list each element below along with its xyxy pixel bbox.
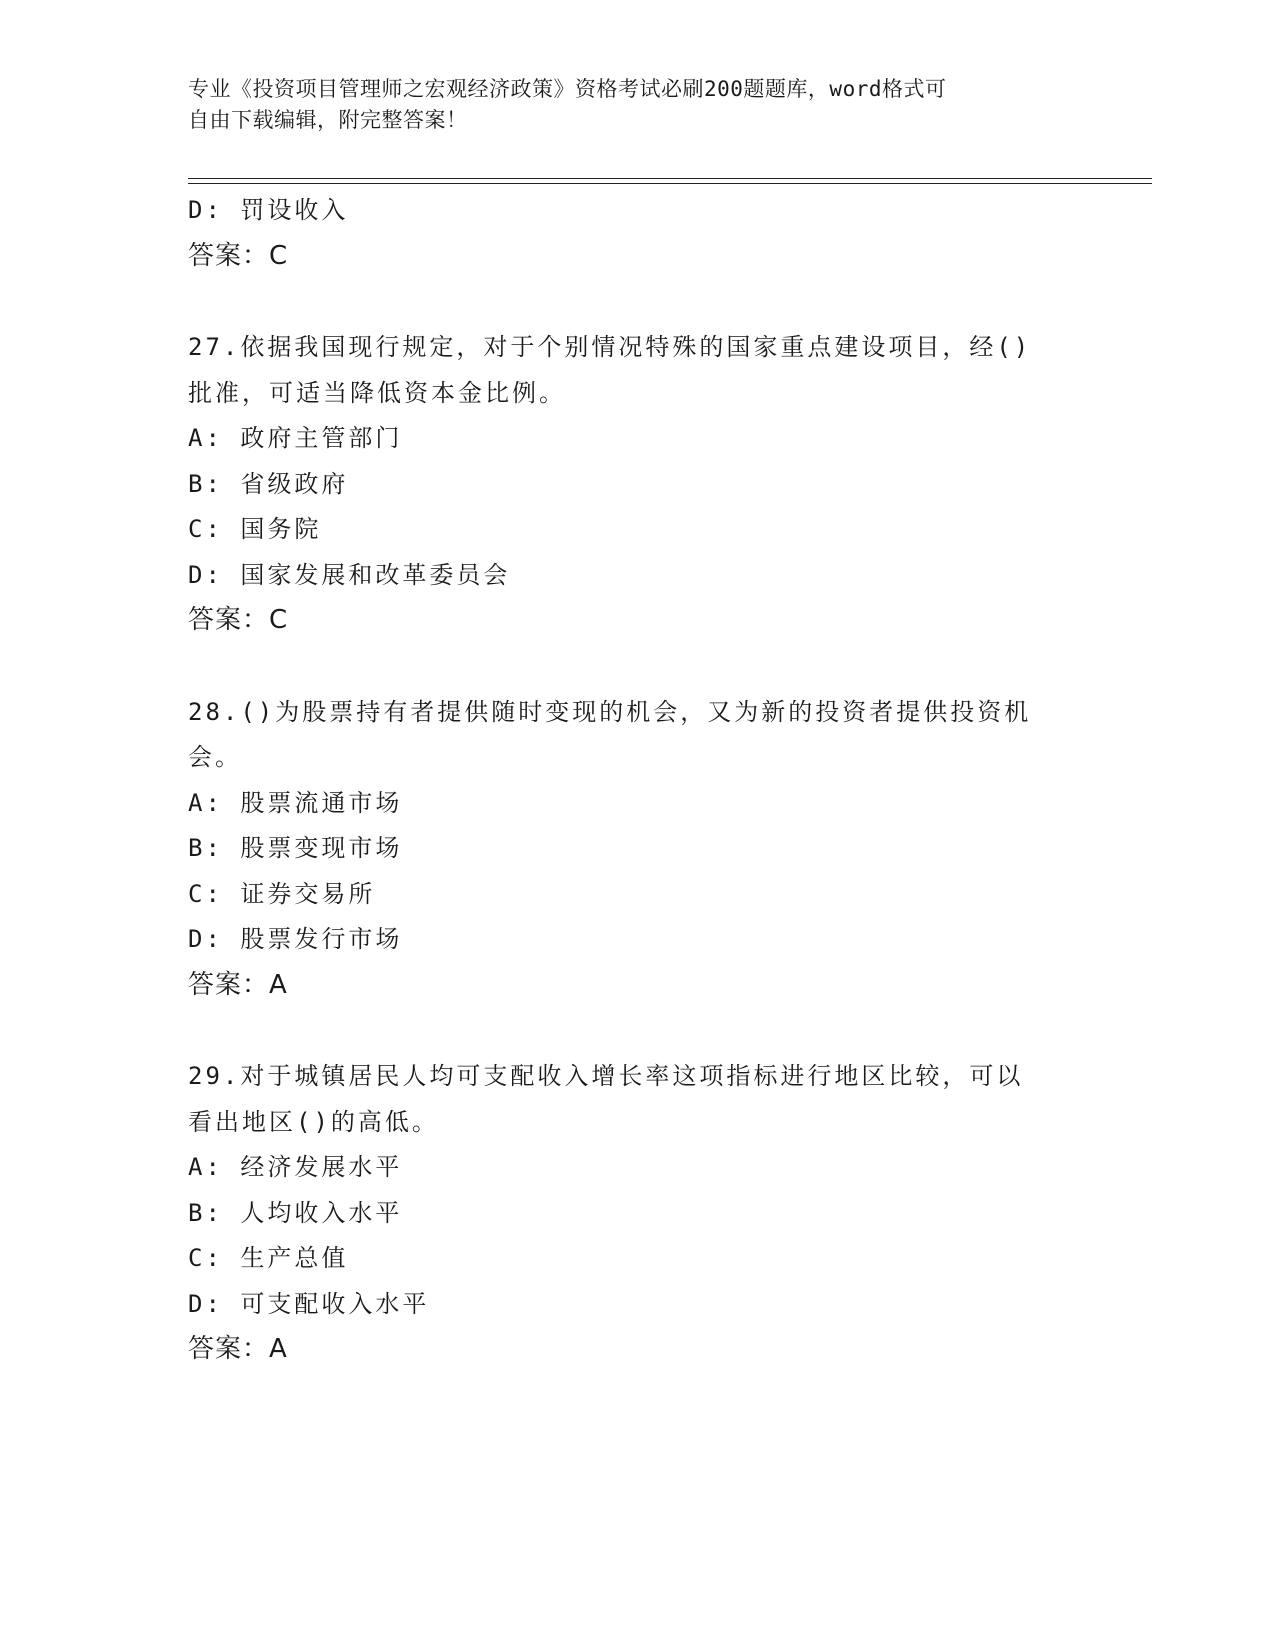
question-text-cont: 看出地区()的高低。: [188, 1107, 439, 1136]
answer: 答案：A: [188, 969, 288, 1000]
question-list: [188, 188, 1088, 1373]
option-d: D: 可支配收入水平: [188, 1289, 430, 1318]
question-text: 27.依据我国现行规定，对于个别情况特殊的国家重点建设项目，经(): [188, 333, 1032, 361]
spacer: [188, 1008, 1088, 1054]
header-divider-top: [188, 178, 1152, 179]
option-d: D: 国家发展和改革委员会: [188, 560, 511, 589]
question-text: 29.对于城镇居民人均可支配收入增长率这项指标进行地区比较，可以: [188, 1062, 1024, 1090]
spacer: [188, 644, 1088, 690]
answer: 答案：C: [188, 605, 289, 635]
question-text-cont: 批准，可适当降低资本金比例。: [188, 378, 566, 407]
document-header: [188, 74, 1068, 136]
option-a: A: 经济发展水平: [188, 1153, 403, 1181]
question-27: [188, 325, 1088, 644]
option-d: D: 股票发行市场: [188, 925, 403, 953]
header-divider-bottom: [188, 183, 1152, 184]
question-text-cont: 会。: [188, 743, 242, 771]
question-28: [188, 690, 1088, 1009]
option-b: B: 股票变现市场: [188, 834, 403, 862]
option-b: B: 人均收入水平: [188, 1198, 403, 1227]
option-b: B: 省级政府: [188, 469, 349, 498]
option-c: C: 证券交易所: [188, 879, 376, 908]
header-line-1: 专业《投资项目管理师之宏观经济政策》资格考试必刷200题题库，word格式可: [188, 77, 947, 101]
question-29: [188, 1054, 1088, 1373]
answer: 答案：C: [188, 240, 289, 271]
header-line-2: 自由下载编辑，附完整答案！: [188, 108, 468, 132]
option-c: C: 生产总值: [188, 1244, 349, 1272]
option-c: C: 国务院: [188, 515, 322, 543]
option-d: D: 罚设收入: [188, 196, 349, 224]
answer: 答案：A: [188, 1334, 288, 1364]
option-a: A: 股票流通市场: [188, 788, 403, 817]
question-text: 28.()为股票持有者提供随时变现的机会，又为新的投资者提供投资机: [188, 697, 1032, 726]
spacer: [188, 279, 1088, 325]
option-a: A: 政府主管部门: [188, 424, 403, 452]
